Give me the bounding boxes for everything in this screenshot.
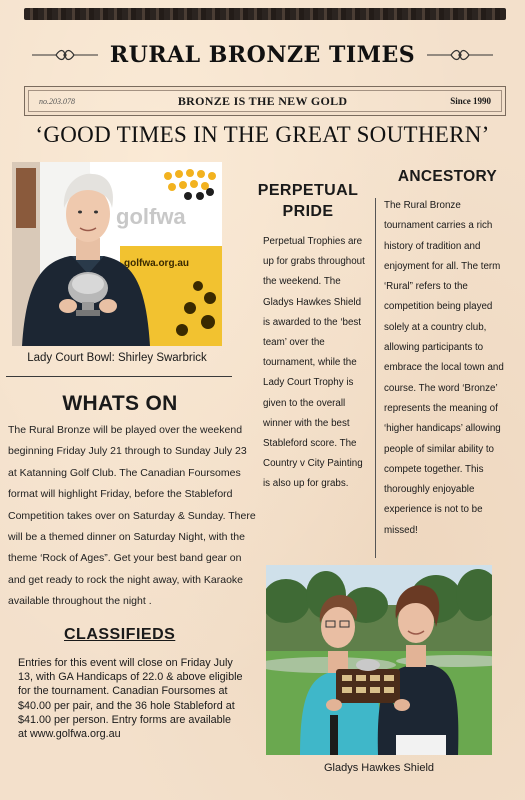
- whats-on-heading: WHATS ON: [62, 392, 178, 415]
- perpetual-pride-heading: PERPETUAL PRIDE: [257, 182, 359, 220]
- left-ornament-icon: [30, 48, 100, 62]
- classifieds-heading: CLASSIFIEDS: [64, 626, 176, 643]
- photo-gladys-hawkes-shield: [266, 565, 492, 755]
- masthead-title: RURAL BRONZE TIMES: [109, 42, 416, 68]
- section-divider: [6, 376, 232, 377]
- decorative-top-band: [24, 8, 506, 20]
- right-ornament-icon: [425, 48, 495, 62]
- classifieds-article: Entries for this event will close on Friday July 13, with GA Handicaps of 22.0 & above eligible for the tournament. Canadian Foursomes at $40.00 per pair, and the 36 hole Stableford at $41.00 per person. Entry forms are available at www.golfwa.org.au: [18, 657, 243, 741]
- photo-lady-court-bowl: [12, 162, 222, 346]
- masthead: [0, 38, 525, 72]
- issue-info-bar: [24, 86, 506, 116]
- sign-url-text: golfwa.org.au: [124, 258, 189, 269]
- sign-logo-text: golfwa: [116, 204, 186, 229]
- column-divider: [375, 198, 376, 558]
- main-headline: ‘GOOD TIMES IN THE GREAT SOUTHERN’: [35, 122, 490, 147]
- ancestory-article: The Rural Bronze tournament carries a rich history of tradition and enjoyment for all. The term ‘Rural” refers to the competition being played solely at a country club, allowing participants to embrace the local town and course. The word ‘Bronze’ represents the meaning of ‘higher handicaps’ allowing people of similar ability to compete together. This thoroughly enjoyable experience is not to be missed!: [384, 200, 504, 536]
- photo-caption-gladys-hawkes: Gladys Hawkes Shield: [323, 762, 435, 774]
- perpetual-pride-article: Perpetual Trophies are up for grabs throughout the weekend. The Gladys Hawkes Shield is awarded to the ‘best team’ over the tournament, while the Lady Court Trophy is given to the overall winner with the best Stableford score. The Country v City Painting is also up for grabs.: [263, 236, 365, 490]
- whats-on-article: The Rural Bronze will be played over the weekend beginning Friday July 21 through to Sunday July 23 at Katanning Golf Club. The Canadian Foursomes format will highlight Friday, before the Stableford Competition takes over on Saturday & Sunday. There will be a themed dinner on Saturday Night, with the theme ‘Rock of Ages”. Get your best band gear on and get ready to rock the night away, with Karaoke available throughout the night .: [8, 424, 256, 608]
- tagline: BRONZE IS THE NEW GOLD: [177, 93, 348, 108]
- ancestory-heading: ANCESTORY: [397, 168, 498, 185]
- photo-caption-lady-court: Lady Court Bowl: Shirley Swarbrick: [27, 352, 207, 364]
- since-year: Since 1990: [450, 96, 491, 106]
- issue-number: no.203.078: [39, 96, 75, 106]
